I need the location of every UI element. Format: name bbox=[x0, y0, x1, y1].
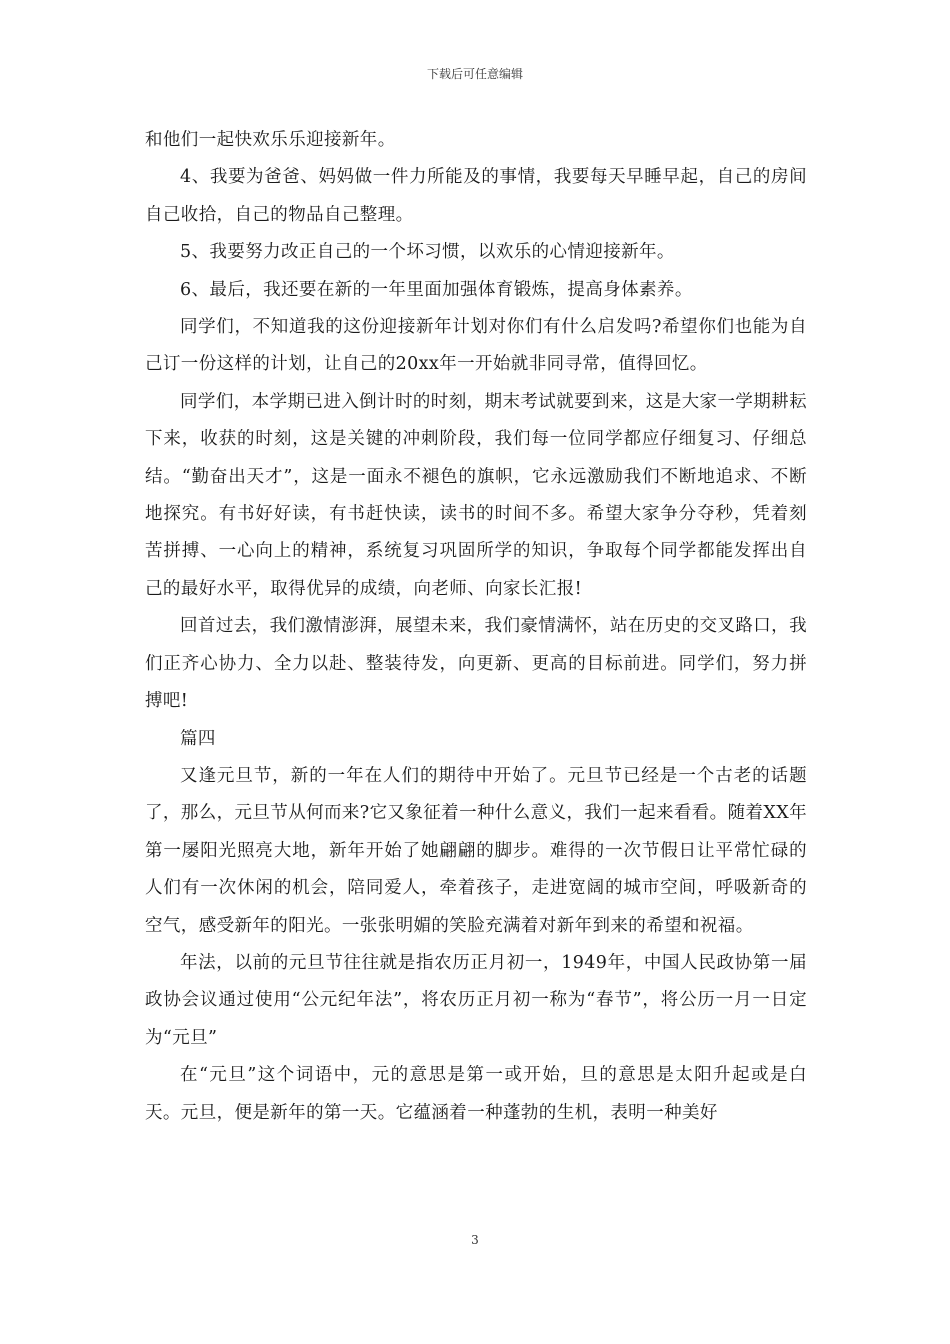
paragraph: 同学们，不知道我的这份迎接新年计划对你们有什么启发吗?希望你们也能为自己订一份这样的计划，让自己的20xx年一开始就非同寻常，值得回忆。 bbox=[145, 317, 807, 375]
paragraph: 在“元旦”这个词语中，元的意思是第一或开始，旦的意思是太阳升起或是白天。元旦，便是新年的第一天。它蕴涵着一种蓬勃的生机，表明一种美好 bbox=[145, 1065, 807, 1123]
paragraph: 又逢元旦节，新的一年在人们的期待中开始了。元旦节已经是一个古老的话题了，那么，元旦节从何而来?它又象征着一种什么意义，我们一起来看看。随着XX年第一屡阳光照亮大地，新年开始了她翩翩的脚步。难得的一次节假日让平常忙碌的人们有一次休闲的机会，陪同爱人，牵着孩子，走进宽阔的城市空间，呼吸新奇的空气，感受新年的阳光。一张张明媚的笑脸充满着对新年到来的希望和祝福。 bbox=[145, 765, 807, 936]
page-number: 3 bbox=[471, 1233, 479, 1247]
paragraph: 5、我要努力改正自己的一个坏习惯，以欢乐的心情迎接新年。 bbox=[180, 242, 675, 263]
paragraph: 和他们一起快欢乐乐迎接新年。 bbox=[145, 130, 396, 150]
page-header: 下载后可任意编辑 bbox=[426, 67, 523, 81]
paragraph: 回首过去，我们激情澎湃，展望未来，我们豪情满怀，站在历史的交叉路口，我们正齐心协力、全力以赴、整装待发，向更新、更高的目标前进。同学们，努力拼搏吧! bbox=[145, 616, 807, 712]
paragraph: 4、我要为爸爸、妈妈做一件力所能及的事情，我要每天早睡早起，自己的房间自己收拾，自己的物品自己整理。 bbox=[145, 167, 807, 225]
paragraph: 6、最后，我还要在新的一年里面加强体育锻炼，提高身体素养。 bbox=[180, 279, 693, 300]
paragraph: 年法，以前的元旦节往往就是指农历正月初一，1949年，中国人民政协第一届政协会议通过使用“公元纪年法”，将农历正月初一称为“春节”，将公历一月一日定为“元旦” bbox=[145, 952, 807, 1048]
section-heading: 篇四 bbox=[180, 728, 216, 749]
paragraph: 同学们，本学期已进入倒计时的时刻，期末考试就要到来，这是大家一学期耕耘下来，收获的时刻，这是关键的冲刺阶段，我们每一位同学都应仔细复习、仔细总结。“勤奋出天才”，这是一面永不褪色的旗帜，它永远激励我们不断地追求、不断地探究。有书好好读，有书赶快读，读书的时间不多。希望大家争分夺秒，凭着刻苦拼搏、一心向上的精神，系统复习巩固所学的知识，争取每个同学都能发挥出自己的最好水平，取得优异的成绩，向老师、向家长汇报! bbox=[145, 391, 807, 599]
document-body bbox=[145, 122, 807, 1132]
